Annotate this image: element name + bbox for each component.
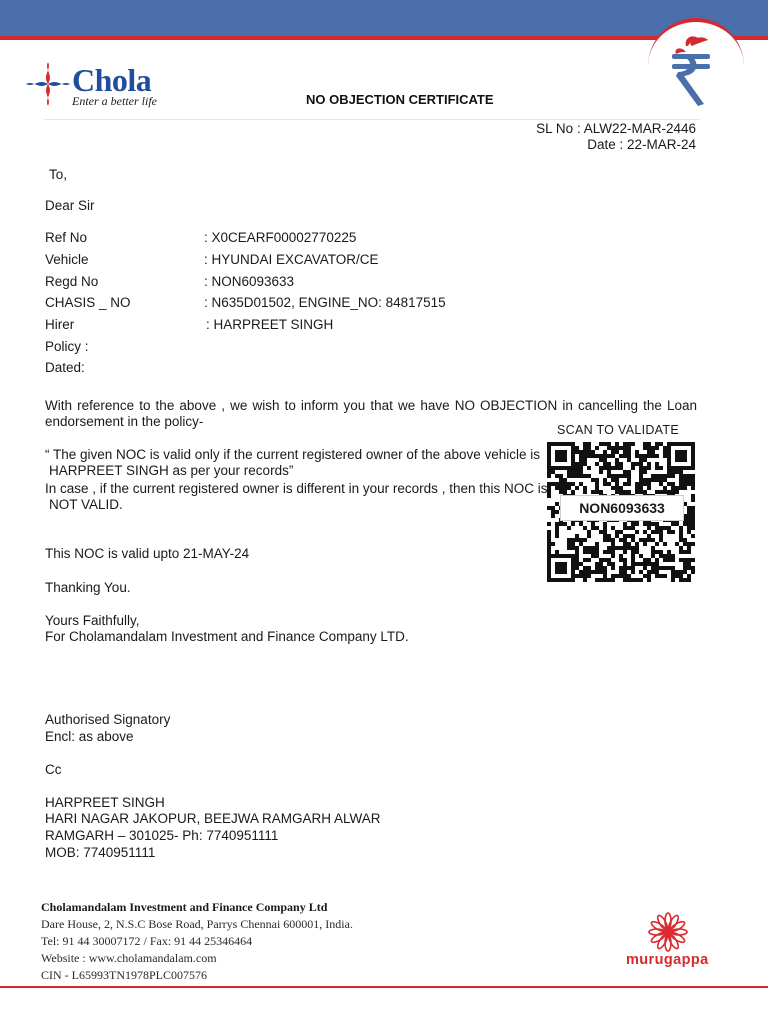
recipient-to: To, [49, 167, 68, 182]
chola-logo-icon [24, 60, 72, 108]
brand-name: Chola [72, 62, 152, 98]
closing: Yours Faithfully, [45, 613, 140, 628]
cc-mobile: MOB: 7740951111 [45, 845, 156, 860]
field-label-hirer: Hirer [45, 317, 75, 332]
header-accent-line [0, 36, 768, 40]
field-label-dated: Dated: [45, 360, 85, 375]
authorised-signatory: Authorised Signatory [45, 712, 171, 727]
footer-phone: Tel: 91 44 30007172 / Fax: 91 44 25346464 [41, 934, 253, 948]
salutation: Dear Sir [45, 198, 95, 213]
brand-tagline: Enter a better life [72, 94, 157, 108]
footer-accent-line [0, 986, 768, 988]
thanks: Thanking You. [45, 580, 131, 595]
header-band [0, 0, 768, 36]
company-signoff: For Cholamandalam Investment and Finance Company LTD. [45, 629, 409, 644]
serial-number: SL No : ALW22-MAR-2446 [536, 121, 696, 136]
field-label-regd-no: Regd No [45, 274, 99, 289]
cc-name: HARPREET SINGH [45, 795, 165, 810]
footer-company: Cholamandalam Investment and Finance Company Ltd [41, 900, 328, 914]
field-value-regd-no: : NON6093633 [204, 274, 295, 289]
footer-website: Website : www.cholamandalam.com [41, 951, 217, 965]
serial-block [430, 121, 696, 153]
field-value-chasis-no: : N635D01502, ENGINE_NO: 84817515 [204, 295, 446, 310]
field-label-policy: Policy : [45, 339, 89, 354]
qr-label: NON6093633 [560, 495, 684, 521]
field-value-vehicle: : HYUNDAI EXCAVATOR/CE [204, 252, 379, 267]
validity-line-1: “ The given NOC is valid only if the current registered owner of the above vehicle is [45, 447, 540, 462]
validity-line-2: HARPREET SINGH as per your records” [49, 463, 294, 478]
field-value-ref-no: : X0CEARF00002770225 [204, 230, 357, 245]
rupee-leaf-icon [664, 30, 724, 110]
field-label-ref-no: Ref No [45, 230, 88, 245]
field-label-vehicle: Vehicle [45, 252, 89, 267]
murugappa-wordmark: murugappa [626, 952, 709, 968]
case-line-2: NOT VALID. [49, 497, 123, 512]
field-value-hirer: : HARPREET SINGH [206, 317, 334, 332]
murugappa-flower-icon [648, 912, 688, 952]
document-title: NO OBJECTION CERTIFICATE [306, 92, 494, 107]
cc-address-2: RAMGARH – 301025- Ph: 7740951111 [45, 828, 279, 843]
footer-cin: CIN - L65993TN1978PLC007576 [41, 968, 207, 982]
case-line-1: In case , if the current registered owner is different in your records , then this NOC is [45, 481, 548, 496]
footer-address: Dare House, 2, N.S.C Bose Road, Parrys Chennai 600001, India. [41, 917, 353, 931]
cc-label: Cc [45, 762, 62, 777]
header-divider [44, 119, 700, 120]
enclosure: Encl: as above [45, 729, 134, 744]
valid-upto: This NOC is valid upto 21-MAY-24 [45, 546, 250, 561]
scan-caption: SCAN TO VALIDATE [557, 423, 679, 437]
field-label-chasis-no: CHASIS _ NO [45, 295, 131, 310]
reference-paragraph: With reference to the above , we wish to inform you that we have NO OBJECTION in cancelling the Loan endorsement in the policy- [45, 398, 697, 429]
cc-address-1: HARI NAGAR JAKOPUR, BEEJWA RAMGARH ALWAR [45, 811, 381, 826]
document-date: Date : 22-MAR-24 [587, 137, 696, 152]
